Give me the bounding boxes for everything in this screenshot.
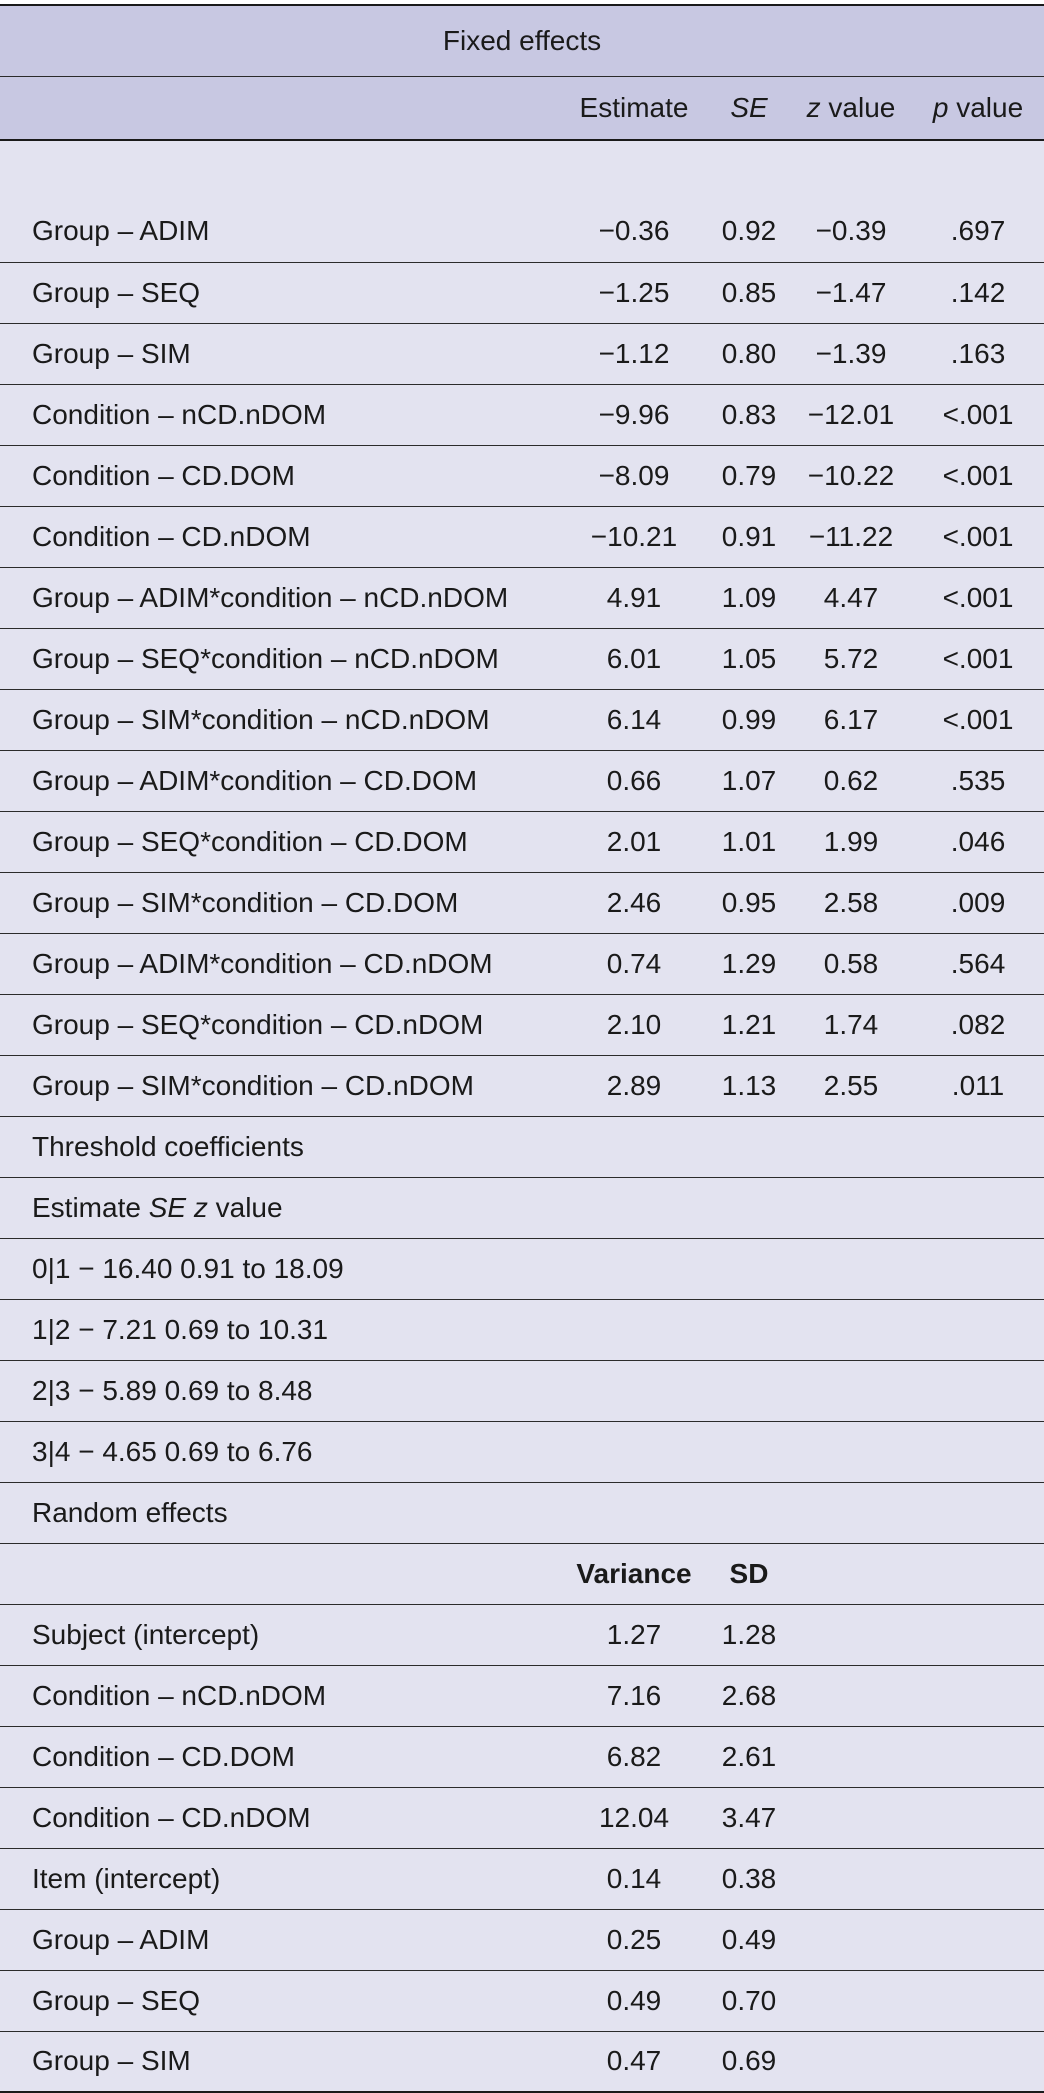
table-row [0,1848,1044,1909]
table-row [0,445,1044,506]
variance-cell: 6.82 [560,1726,708,1787]
estimate-cell: 2.10 [560,994,708,1055]
se-cell: 1.07 [708,750,790,811]
threshold-title: Threshold coefficients [0,1116,1044,1177]
estimate-cell: 2.46 [560,872,708,933]
se-cell: 0.85 [708,262,790,323]
threshold-header-estimate: Estimate [32,1191,149,1223]
table-row [0,506,1044,567]
estimate-cell: 6.14 [560,689,708,750]
header-p-value [912,77,1044,141]
sd-cell: 2.61 [708,1726,790,1787]
sd-cell: 0.49 [708,1909,790,1970]
estimate-cell: 2.01 [560,811,708,872]
row-label: Group – SIM [0,323,560,384]
se-cell: 0.99 [708,689,790,750]
p-cell: .011 [912,1055,1044,1116]
estimate-cell: 0.66 [560,750,708,811]
threshold-title-row [0,1116,1044,1177]
header-blank [0,1543,560,1604]
p-cell: .142 [912,262,1044,323]
empty-cell [790,1665,912,1726]
row-label: Condition – CD.DOM [0,1726,560,1787]
row-label: Group – SIM*condition – nCD.nDOM [0,689,560,750]
estimate-cell: −9.96 [560,384,708,445]
header-se [708,77,790,141]
empty-cell [912,1665,1044,1726]
z-cell: 1.99 [790,811,912,872]
se-cell: 0.92 [708,201,790,262]
header-z-italic: z [806,92,821,123]
p-cell: <.001 [912,689,1044,750]
table-row [0,1299,1044,1360]
row-label: Group – ADIM [0,201,560,262]
empty-cell [912,2031,1044,2092]
z-cell: 1.74 [790,994,912,1055]
se-cell: 0.91 [708,506,790,567]
row-label: Group – ADIM*condition – CD.DOM [0,750,560,811]
p-cell: .535 [912,750,1044,811]
se-cell: 1.13 [708,1055,790,1116]
empty-cell [790,1787,912,1848]
table-row [0,323,1044,384]
z-cell: −11.22 [790,506,912,567]
table-row [0,2031,1044,2092]
table-row [0,1665,1044,1726]
p-cell: <.001 [912,628,1044,689]
threshold-header-se: SE [148,1191,187,1223]
row-label: Condition – nCD.nDOM [0,1665,560,1726]
threshold-row-text: 0|1 − 16.40 0.91 to 18.09 [0,1238,1044,1299]
random-effects-title-row [0,1482,1044,1543]
se-cell: 0.80 [708,323,790,384]
variance-cell: 0.14 [560,1848,708,1909]
row-label: Group – ADIM*condition – nCD.nDOM [0,567,560,628]
threshold-header-space [186,1192,194,1223]
table-row [0,1726,1044,1787]
variance-cell: 1.27 [560,1604,708,1665]
table-row [0,1055,1044,1116]
fixed-effects-title-row [0,5,1044,77]
threshold-row-text: 2|3 − 5.89 0.69 to 8.48 [0,1360,1044,1421]
z-cell: −12.01 [790,384,912,445]
estimate-cell: −10.21 [560,506,708,567]
se-cell: 1.21 [708,994,790,1055]
variance-cell: 0.47 [560,2031,708,2092]
table-row [0,1238,1044,1299]
empty-cell [912,1909,1044,1970]
threshold-header-row [0,1177,1044,1238]
p-cell: .697 [912,201,1044,262]
z-cell: 2.58 [790,872,912,933]
row-label: Condition – CD.nDOM [0,1787,560,1848]
variance-cell: 0.49 [560,1970,708,2031]
estimate-cell: 0.74 [560,933,708,994]
table-row [0,1604,1044,1665]
row-label: Group – SEQ [0,262,560,323]
empty-cell [790,1604,912,1665]
header-p-rest: value [948,92,1024,123]
header-sd: SD [708,1543,790,1604]
empty-cell [790,1909,912,1970]
p-cell: .564 [912,933,1044,994]
header-blank [0,77,560,141]
estimate-cell: −0.36 [560,201,708,262]
p-cell: <.001 [912,384,1044,445]
p-cell: <.001 [912,445,1044,506]
table-row [0,750,1044,811]
empty-cell [790,1970,912,2031]
z-cell: 0.58 [790,933,912,994]
empty-cell [912,1604,1044,1665]
row-label: Group – SIM [0,2031,560,2092]
header-estimate: Estimate [560,77,708,141]
z-cell: 6.17 [790,689,912,750]
row-label: Item (intercept) [0,1848,560,1909]
row-label: Condition – CD.nDOM [0,506,560,567]
table-row [0,262,1044,323]
table-row [0,811,1044,872]
row-label: Group – SEQ*condition – nCD.nDOM [0,628,560,689]
random-effects-title: Random effects [0,1482,1044,1543]
row-label: Condition – CD.DOM [0,445,560,506]
table-row [0,201,1044,262]
z-cell: −10.22 [790,445,912,506]
header-z-value [790,77,912,141]
table-row [0,689,1044,750]
header-p-italic: p [932,92,949,123]
empty-cell [790,1848,912,1909]
empty-cell [912,1726,1044,1787]
z-cell: −0.39 [790,201,912,262]
se-cell: 1.01 [708,811,790,872]
table-row [0,1421,1044,1482]
estimate-cell: −1.12 [560,323,708,384]
row-label: Condition – nCD.nDOM [0,384,560,445]
se-cell: 0.95 [708,872,790,933]
sd-cell: 0.70 [708,1970,790,2031]
sd-cell: 0.38 [708,1848,790,1909]
threshold-row-text: 1|2 − 7.21 0.69 to 10.31 [0,1299,1044,1360]
sd-cell: 3.47 [708,1787,790,1848]
table-row [0,628,1044,689]
variance-cell: 7.16 [560,1665,708,1726]
table-body [0,5,1044,2092]
se-cell: 0.83 [708,384,790,445]
empty-cell [790,1726,912,1787]
header-z-rest: value [820,92,896,123]
sd-cell: 1.28 [708,1604,790,1665]
row-label: Group – SEQ*condition – CD.nDOM [0,994,560,1055]
table-row [0,933,1044,994]
model-results-table [0,4,1044,2093]
threshold-header-z: z [193,1191,208,1223]
estimate-cell: 2.89 [560,1055,708,1116]
empty-cell [912,1970,1044,2031]
header-blank [912,1543,1044,1604]
table-row [0,1360,1044,1421]
table-row [0,1909,1044,1970]
random-effects-header-row [0,1543,1044,1604]
estimate-cell: 4.91 [560,567,708,628]
p-cell: <.001 [912,506,1044,567]
se-cell: 0.79 [708,445,790,506]
row-label: Subject (intercept) [0,1604,560,1665]
p-cell: <.001 [912,567,1044,628]
se-cell: 1.05 [708,628,790,689]
z-cell: −1.47 [790,262,912,323]
variance-cell: 0.25 [560,1909,708,1970]
row-label: Group – ADIM*condition – CD.nDOM [0,933,560,994]
z-cell: 4.47 [790,567,912,628]
estimate-cell: −1.25 [560,262,708,323]
empty-cell [790,2031,912,2092]
header-blank [790,1543,912,1604]
row-label: Group – ADIM [0,1909,560,1970]
sd-cell: 2.68 [708,1665,790,1726]
header-se-text: SE [730,92,768,123]
threshold-header [0,1177,1044,1238]
z-cell: 5.72 [790,628,912,689]
table-row [0,1970,1044,2031]
threshold-header-value: value [207,1191,283,1223]
table-row [0,567,1044,628]
table-row [0,384,1044,445]
p-cell: .163 [912,323,1044,384]
fixed-effects-header-row [0,77,1044,141]
p-cell: .082 [912,994,1044,1055]
empty-cell [912,1787,1044,1848]
spacer-row [0,140,1044,201]
se-cell: 1.29 [708,933,790,994]
estimate-cell: 6.01 [560,628,708,689]
z-cell: 0.62 [790,750,912,811]
row-label: Group – SIM*condition – CD.DOM [0,872,560,933]
sd-cell: 0.69 [708,2031,790,2092]
row-label: Group – SEQ [0,1970,560,2031]
row-label: Group – SIM*condition – CD.nDOM [0,1055,560,1116]
p-cell: .009 [912,872,1044,933]
fixed-effects-title: Fixed effects [0,5,1044,77]
empty-cell [912,1848,1044,1909]
table-row [0,994,1044,1055]
header-variance: Variance [560,1543,708,1604]
table-row [0,1787,1044,1848]
se-cell: 1.09 [708,567,790,628]
row-label: Group – SEQ*condition – CD.DOM [0,811,560,872]
z-cell: 2.55 [790,1055,912,1116]
estimate-cell: −8.09 [560,445,708,506]
z-cell: −1.39 [790,323,912,384]
p-cell: .046 [912,811,1044,872]
table-row [0,872,1044,933]
variance-cell: 12.04 [560,1787,708,1848]
threshold-row-text: 3|4 − 4.65 0.69 to 6.76 [0,1421,1044,1482]
